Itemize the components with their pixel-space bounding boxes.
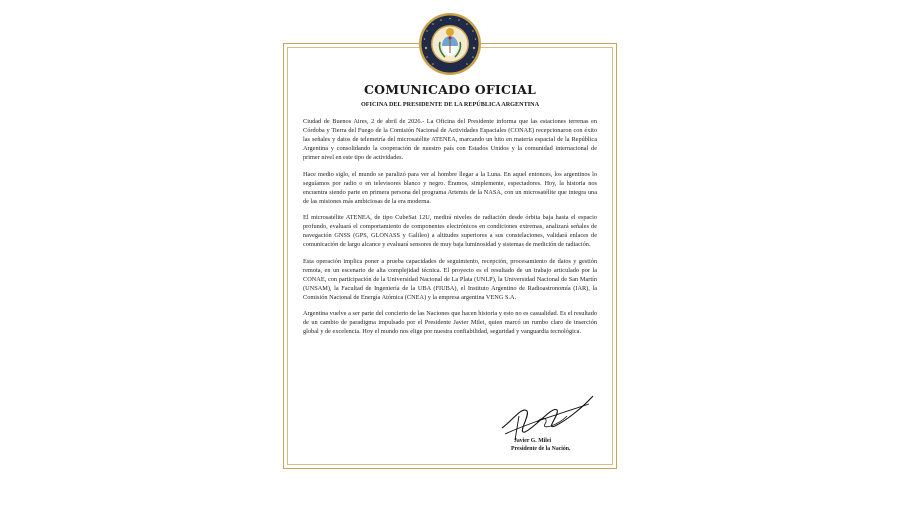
paragraph-2: Hace medio siglo, el mundo se paralizó para ver al hombre llegar a la Luna. En aquel entonces, los argentinos lo seguíamos por radio o en televisores blanco y negro. Éramos, simplemente, espectadores. Hoy, la historia nos encuentra siendo parte en primera persona del programa Artemis de la NASA, con un microsatélite que integra una de las misiones más ambiciosas de la era moderna. (303, 170, 597, 205)
document-subtitle: OFICINA DEL PRESIDENTE DE LA REPÚBLICA ARGENTINA (360, 101, 540, 108)
paragraph-4: Esta operación implica poner a prueba capacidades de seguimiento, recepción, procesamiento de datos y gestión remota, en un escenario de alta complejidad técnica. El proyecto es el resultado de un trabajo articulado por la CONAE, con participación de la Universidad Nacional de La Plata (UNLP), la Universidad Nacional de San Martín (UNSAM), la Facultad de Ingeniería de la UBA (FIUBA), el Instituto Argentino de Radioastronomía (IAR), la Comisión Nacional de Energía Atómica (CNEA) y la empresa argentina VENG S.A. (303, 257, 597, 301)
handwritten-signature-icon (497, 386, 597, 446)
signer-name: Javier G. Milei (514, 438, 552, 444)
paragraph-5: Argentina vuelve a ser parte del concierto de las Naciones que hacen historia y esto no es casualidad. Es el resultado de un cambio de paradigma impulsado por el Presidente Javier Milei, quien marcó un rumbo claro de inserción global y de excelencia. Hoy el mundo nos elige por nuestra confiabilidad, seguridad y vanguardia tecnológica. (303, 310, 597, 335)
document-body (303, 117, 597, 344)
signer-block (511, 438, 570, 453)
signature-stroke-underline (505, 404, 589, 434)
paragraph-1: Ciudad de Buenos Aires, 2 de abril de 2026.- La Oficina del Presidente informa que las estaciones terrenas en Córdoba y Tierra del Fuego de la Comisión Nacional de Actividades Espaciales (CONAE) recepcionaron con éxito las señales y datos de telemetría del microsatélite ATENEA, marcando un hito en materia espacial de la República Argentina y consolidando la cooperación de nuestro país con Estados Unidos y la comunidad internacional de primer nivel en este tipo de actividades. (303, 118, 597, 161)
signer-role: Presidente de la Nación. (511, 445, 571, 452)
document-title: COMUNICADO OFICIAL (363, 82, 537, 97)
seal-cap (449, 37, 452, 40)
presidential-seal-icon (418, 12, 482, 76)
seal-sun (446, 28, 454, 36)
paragraph-3: El microsatélite ATENEA, de tipo CubeSat 12U, medirá niveles de radiación desde órbita baja hasta el espacio profundo, evaluará el comportamiento de componentes electrónicos en condiciones extremas, analizará señales de navegación GNSS (GPS, GLONASS y Galileo) a altitudes superiores a sus constelaciones, validará enlaces de comunicación de largo alcance y evaluará sensores de muy baja luminosidad y sistemas de medición de radiación. (303, 214, 597, 248)
